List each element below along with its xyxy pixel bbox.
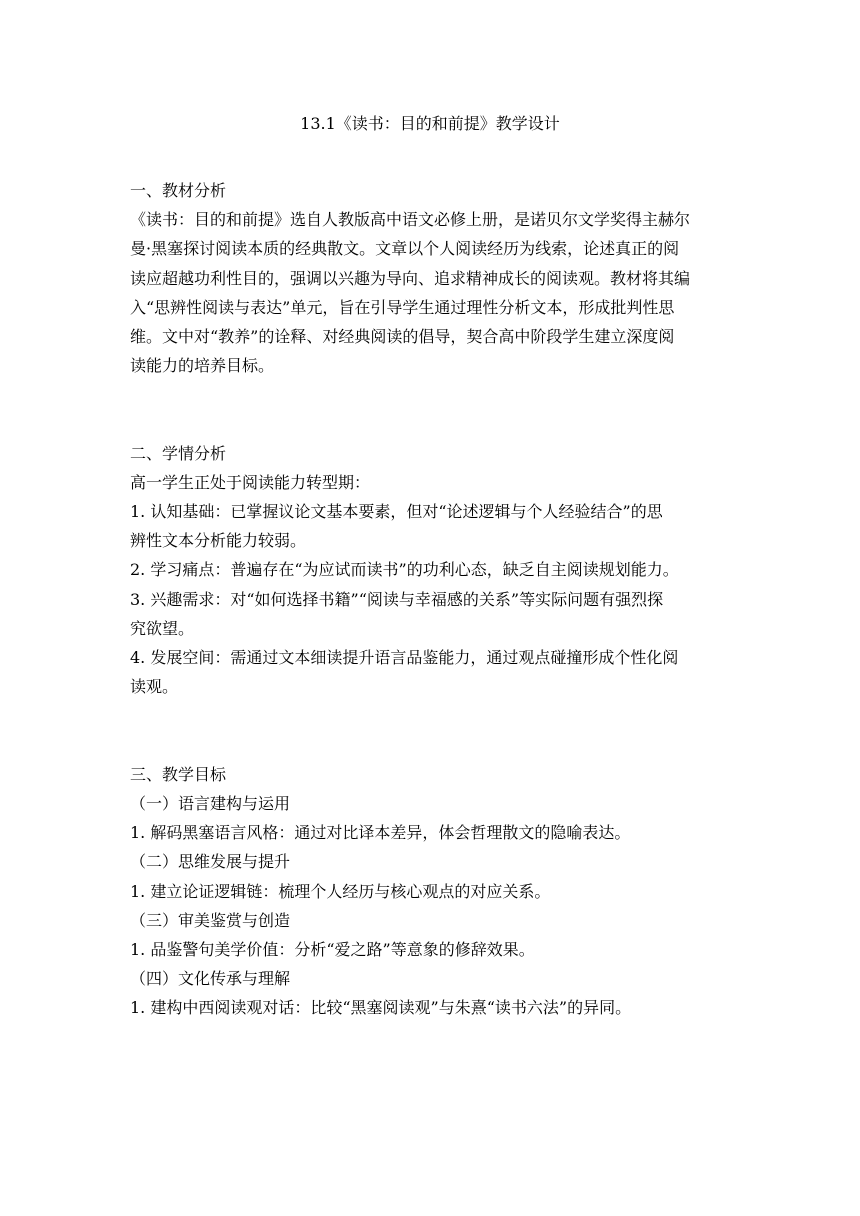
list-item-continuation: 究欲望。 [130,618,195,638]
list-item: 1. 认知基础：已掌握议论文基本要素，但对“论述逻辑与个人经验结合”的思 [130,502,663,522]
goal-subheading: （二）思维发展与提升 [130,852,291,872]
spacer [130,410,730,439]
goal-item: 1. 建构中西阅读观对话：比较“黑塞阅读观”与朱熹“读书六法”的异同。 [130,998,632,1018]
goal-subheading: （一）语言建构与运用 [130,793,291,813]
goal-item: 1. 品鉴警句美学价值：分析“爱之路”等意象的修辞效果。 [130,939,535,959]
paragraph-line: 维。文中对“教养”的诠释、对经典阅读的倡导，契合高中阶段学生建立深度阅 [130,326,675,346]
paragraph-line: 读能力的培养目标。 [130,356,275,376]
list-item: 4. 发展空间：需通过文本细读提升语言品鉴能力，通过观点碰撞形成个性化阅 [130,648,679,667]
goal-item: 1. 建立论证逻辑链：梳理个人经历与核心观点的对应关系。 [130,881,551,901]
document-body [130,176,730,1022]
paragraph-line: 曼·黑塞探讨阅读本质的经典散文。文章以个人阅读经历为线索，论述真正的阅 [130,239,680,259]
section-heading-learner-analysis: 二、学情分析 [130,443,227,463]
goal-subheading: （三）审美鉴赏与创造 [130,910,291,930]
list-item: 3. 兴趣需求：对“如何选择书籍”“阅读与幸福感的关系”等实际问题有强烈探 [130,589,664,609]
section-intro: 高一学生正处于阅读能力转型期： [130,472,371,492]
paragraph-line: 入“思辨性阅读与表达”单元，旨在引导学生通过理性分析文本，形成批判性思 [130,297,675,317]
goal-subheading: （四）文化传承与理解 [130,969,291,989]
spacer [130,380,730,409]
section-heading-textbook-analysis: 一、教材分析 [130,181,227,200]
spacer [130,731,730,760]
section-heading-teaching-goals: 三、教学目标 [130,764,227,784]
list-item-continuation: 辨性文本分析能力较弱。 [130,531,307,551]
paragraph-line: 《读书：目的和前提》选自人教版高中语文必修上册，是诺贝尔文学奖得主赫尔 [130,210,691,230]
document-title: 13.1《读书：目的和前提》教学设计 [300,114,560,133]
list-item-continuation: 读观。 [130,677,179,697]
spacer [130,701,730,730]
paragraph-line: 读应超越功利性目的，强调以兴趣为导向、追求精神成长的阅读观。教材将其编 [130,268,691,288]
list-item: 2. 学习痛点：普遍存在“为应试而读书”的功利心态，缺乏自主阅读规划能力。 [130,560,679,580]
goal-item: 1. 解码黑塞语言风格：通过对比译本差异，体会哲理散文的隐喻表达。 [130,823,631,843]
